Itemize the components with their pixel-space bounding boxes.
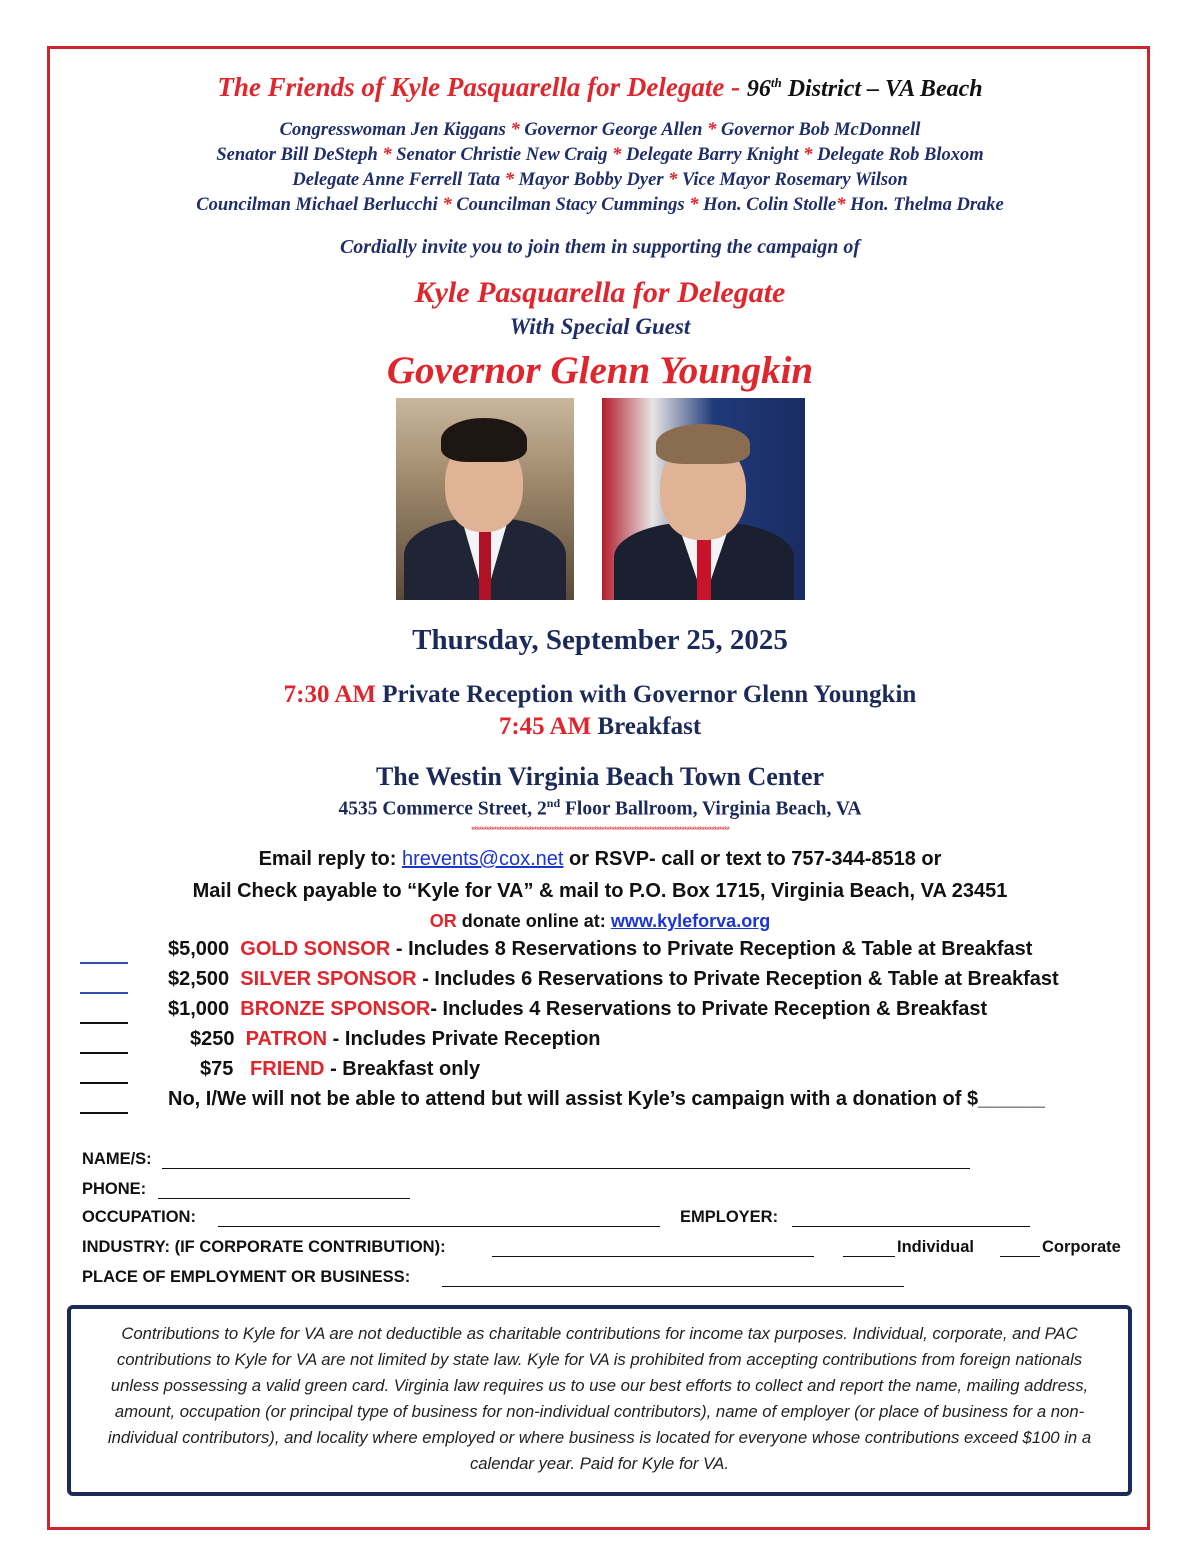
endorser-name: Delegate Barry Knight — [626, 145, 799, 165]
checkbox-patron[interactable] — [80, 1028, 128, 1054]
divider-stars: ******************************************************************************************************* — [471, 825, 729, 835]
endorser-name: Governor Bob McDonnell — [720, 120, 921, 140]
checkbox-friend[interactable] — [80, 1058, 128, 1084]
special-guest-label: With Special Guest — [509, 314, 691, 339]
endorser-line — [50, 118, 1150, 143]
endorser-name: Senator Christie New Craig — [396, 145, 608, 165]
corporate-checkbox[interactable] — [1000, 1238, 1040, 1257]
individual-checkbox[interactable] — [843, 1238, 895, 1257]
phone-field[interactable] — [158, 1180, 410, 1199]
employer-label: EMPLOYER: — [680, 1208, 779, 1226]
governor-photo — [602, 398, 805, 600]
endorser-name: Hon. Colin Stolle — [703, 195, 837, 215]
endorser-line — [50, 193, 1150, 218]
separator-star: * — [702, 120, 721, 140]
endorser-name: Delegate Rob Bloxom — [817, 145, 984, 165]
employer-field[interactable] — [792, 1208, 1030, 1227]
industry-label: INDUSTRY: (IF CORPORATE CONTRIBUTION): — [82, 1238, 446, 1256]
separator-star: * — [798, 145, 818, 165]
endorser-name: Mayor Bobby Dyer — [518, 170, 664, 190]
event-date: Thursday, September 25, 2025 — [412, 624, 788, 656]
header-title: The Friends of Kyle Pasquarella for Delegate - 96th District – VA Beach — [217, 72, 983, 102]
checkbox-bronze[interactable] — [80, 998, 128, 1024]
level-silver: $2,500 SILVER SPONSOR - Includes 6 Reservations to Private Reception & Table at Breakfast — [78, 968, 1138, 998]
endorser-name: Hon. Thelma Drake — [850, 195, 1004, 215]
endorser-name: Delegate Anne Ferrell Tata — [292, 170, 501, 190]
level-donation: No, I/We will not be able to attend but will assist Kyle’s campaign with a donation of $______ — [78, 1088, 1138, 1118]
separator-star: * — [500, 170, 519, 190]
disclaimer-box: Contributions to Kyle for VA are not deductible as charitable contributions for income tax purposes. Individual, corporate, and PAC contributions to Kyle for VA are not limited by state law. Kyle for VA is prohibited from accepting contributions from foreign nationals unless possessing a valid green card. Virginia law requires us to use our best efforts to collect and report the name, mailing address, amount, occupation (or principal type of business for non-individual contributors), name of employer (or place of business for a non-individual contributors), and locality where employed or where business is located for everyone whose contributions exceed $100 in a calendar year. Paid for Kyle for VA. — [67, 1305, 1132, 1496]
venue-name: The Westin Virginia Beach Town Center — [375, 762, 825, 791]
individual-label: Individual — [897, 1238, 975, 1256]
level-friend: $75 FRIEND - Breakfast only — [78, 1058, 1138, 1088]
venue-address: 4535 Commerce Street, 2nd Floor Ballroom, Virginia Beach, VA — [338, 796, 862, 820]
email-line: Email reply to: hrevents@cox.net or RSVP- call or text to 757-344-8518 or — [258, 848, 942, 870]
email-link[interactable]: hrevents@cox.net — [401, 848, 564, 870]
endorser-line — [50, 143, 1150, 168]
separator-star: * — [836, 195, 851, 215]
reception-time: 7:30 AM Private Reception with Governor Glenn Youngkin — [283, 681, 917, 708]
endorser-name: Congresswoman Jen Kiggans — [279, 120, 506, 140]
separator-star: * — [377, 145, 397, 165]
level-bronze: $1,000 BRONZE SPONSOR- Includes 4 Reservations to Private Reception & Breakfast — [78, 998, 1138, 1028]
breakfast-time: 7:45 AM Breakfast — [498, 713, 702, 740]
separator-star: * — [663, 170, 683, 190]
level-patron: $250 PATRON - Includes Private Reception — [78, 1028, 1138, 1058]
phone-label: PHONE: — [82, 1180, 147, 1198]
endorser-name: Senator Bill DeSteph — [216, 145, 378, 165]
special-guest-name: Governor Glenn Youngkin — [386, 349, 814, 392]
occupation-field[interactable] — [218, 1208, 660, 1227]
website-link[interactable]: www.kyleforva.org — [610, 911, 771, 931]
endorser-name: Governor George Allen — [524, 120, 703, 140]
endorsers-list — [50, 118, 1150, 218]
occupation-label: OCCUPATION: — [82, 1208, 196, 1226]
candidate-name: Kyle Pasquarella for Delegate — [414, 276, 786, 309]
corporate-label: Corporate — [1042, 1238, 1121, 1256]
endorser-name: Councilman Stacy Cummings — [456, 195, 685, 215]
mail-line: Mail Check payable to “Kyle for VA” & mail to P.O. Box 1715, Virginia Beach, VA 23451 — [192, 880, 1008, 902]
online-line: OR donate online at: www.kyleforva.org — [429, 911, 771, 931]
endorser-name: Vice Mayor Rosemary Wilson — [682, 170, 908, 190]
level-gold: $5,000 GOLD SONSOR - Includes 8 Reservations to Private Reception & Table at Breakfast — [78, 938, 1138, 968]
place-field[interactable] — [442, 1268, 904, 1287]
checkbox-donation[interactable] — [80, 1088, 128, 1114]
separator-star: * — [437, 195, 457, 215]
checkbox-gold[interactable] — [80, 938, 128, 964]
separator-star: * — [684, 195, 704, 215]
invite-text: Cordially invite you to join them in supporting the campaign of — [339, 236, 861, 258]
checkbox-silver[interactable] — [80, 968, 128, 994]
name-field[interactable] — [162, 1150, 970, 1169]
industry-field[interactable] — [492, 1238, 814, 1257]
candidate-photo — [396, 398, 574, 600]
name-label: NAME/S: — [82, 1150, 152, 1168]
separator-star: * — [505, 120, 525, 140]
endorser-name: Councilman Michael Berlucchi — [196, 195, 438, 215]
separator-star: * — [607, 145, 626, 165]
place-label: PLACE OF EMPLOYMENT OR BUSINESS: — [82, 1268, 411, 1286]
endorser-line — [50, 168, 1150, 193]
